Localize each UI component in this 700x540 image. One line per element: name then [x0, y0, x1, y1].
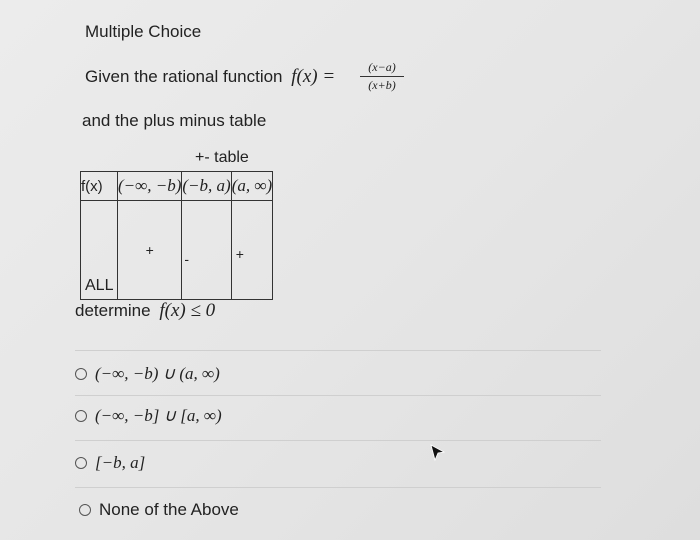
radio-button[interactable]: [79, 504, 91, 516]
option-label: [−b, a]: [95, 453, 146, 472]
determine-line: [75, 300, 215, 322]
table-header-row: [81, 172, 273, 201]
option-label: (−∞, −b) ∪ (a, ∞): [95, 364, 220, 383]
determine-expression: f(x) ≤ 0: [159, 300, 216, 321]
header-fx: f(x): [81, 172, 118, 201]
option-label: None of the Above: [99, 500, 239, 519]
option-4[interactable]: [75, 500, 239, 520]
separator-4: [75, 487, 601, 488]
row-label: ALL: [81, 201, 118, 300]
separator-1: [75, 350, 601, 351]
question-type-label: Multiple Choice: [85, 22, 202, 41]
fraction-denominator: (x+b): [368, 78, 396, 92]
sign-cell-3: +: [231, 201, 272, 300]
radio-button[interactable]: [75, 410, 87, 422]
sign-cell-2: -: [182, 201, 231, 300]
table-caption: +- table: [195, 149, 249, 166]
option-1[interactable]: [75, 364, 220, 384]
prompt-prefix: Given the rational function: [85, 67, 283, 86]
header-interval-3: (a, ∞): [231, 172, 272, 201]
radio-button[interactable]: [75, 457, 87, 469]
option-2[interactable]: [75, 406, 222, 426]
plus-minus-table: [80, 171, 273, 300]
table-intro: and the plus minus table: [82, 111, 267, 130]
determine-prefix: determine: [75, 301, 151, 320]
separator-3: [75, 440, 601, 441]
header-interval-2: (−b, a): [182, 172, 231, 201]
header-interval-1: (−∞, −b): [118, 172, 182, 201]
option-3[interactable]: [75, 453, 145, 473]
fraction-numerator: (x−a): [368, 60, 396, 74]
function-fraction: [360, 60, 404, 93]
separator-2: [75, 395, 601, 396]
table-sign-row: [81, 201, 273, 300]
question-prompt: [85, 66, 335, 88]
function-lhs: f(x) =: [291, 66, 336, 87]
fraction-bar: [360, 76, 404, 77]
sign-cell-1: +: [118, 201, 182, 300]
radio-button[interactable]: [75, 368, 87, 380]
mouse-cursor-icon: [430, 444, 446, 462]
option-label: (−∞, −b] ∪ [a, ∞): [95, 406, 222, 425]
